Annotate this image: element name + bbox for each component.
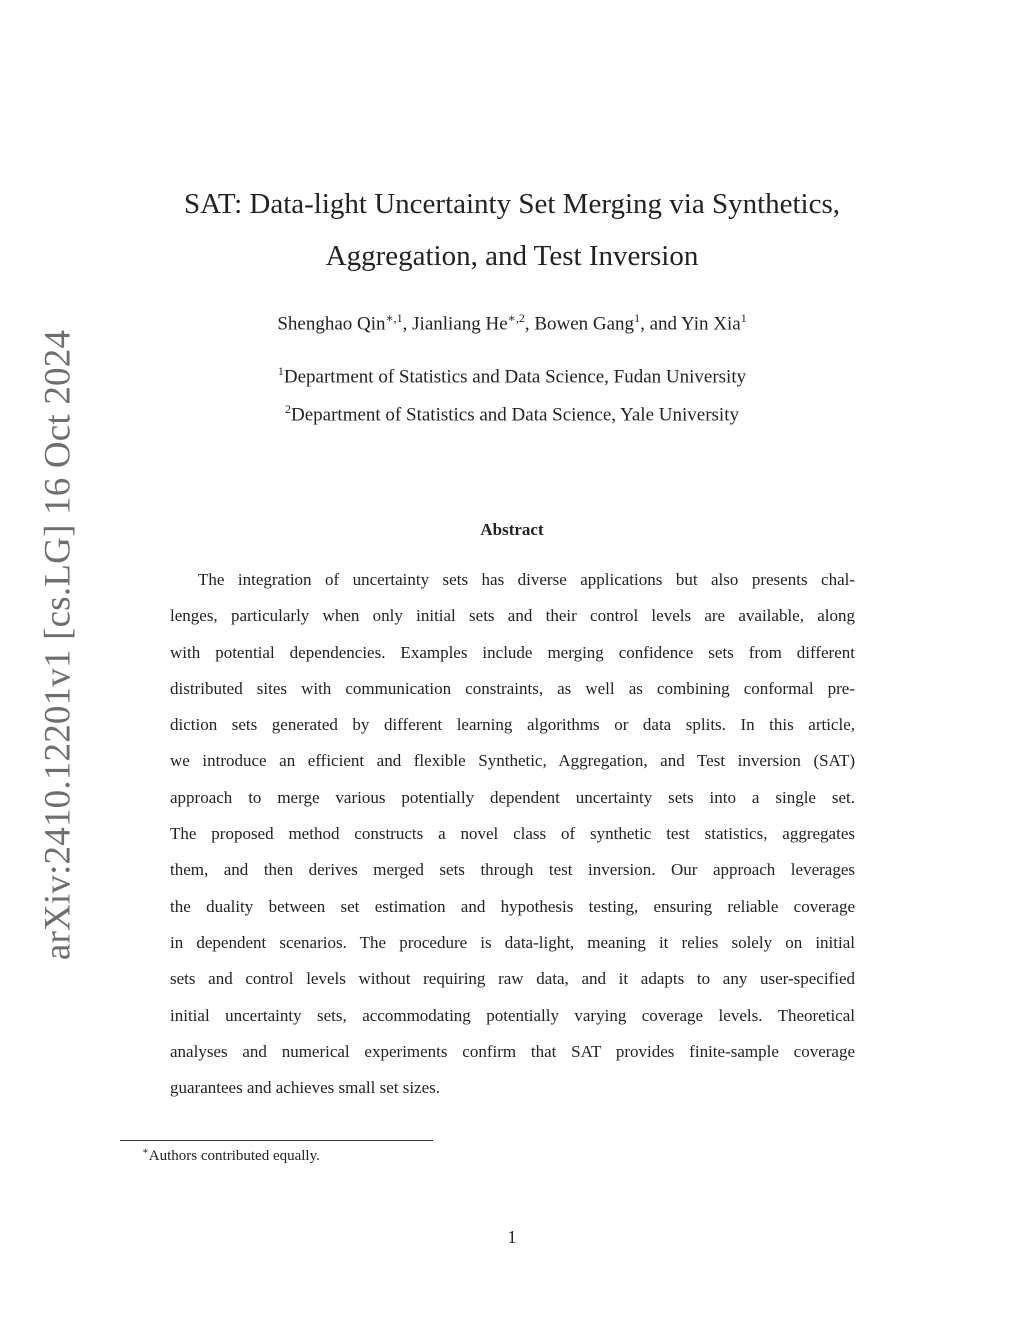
paper-title [140, 178, 884, 282]
affiliation [140, 355, 884, 393]
affiliation-mark: 1 [277, 364, 284, 378]
affiliation-text: Department of Statistics and Data Science, Fudan University [283, 366, 747, 388]
author-name: Yin Xia [681, 313, 741, 335]
affiliation-text: Department of Statistics and Data Science, Yale University [291, 404, 739, 426]
footnote-divider [120, 1140, 433, 1141]
affiliation-mark: 2 [285, 402, 291, 417]
abstract-body [170, 562, 855, 1106]
abstract-line: diction sets generated by different learning algorithms or data splits. In this article, [170, 715, 855, 735]
abstract-line: lenges, particularly when only initial sets and their control levels are available, along [170, 606, 855, 626]
footnote [142, 1146, 320, 1165]
abstract-line: initial uncertainty sets, accommodating potentially varying coverage levels. Theoretical [170, 1005, 855, 1025]
title-line-2: Aggregation, and Test Inversion [325, 240, 699, 272]
abstract-line: The integration of uncertainty sets has diverse applications but also presents chal- [198, 570, 855, 589]
title-line-1: SAT: Data-light Uncertainty Set Merging via Synthetics, [183, 188, 841, 220]
affiliation-list [140, 355, 884, 432]
abstract-line: with potential dependencies. Examples include merging confidence sets from different [170, 642, 855, 662]
abstract-line: The proposed method constructs a novel class of synthetic test statistics, aggregates [170, 824, 855, 844]
abstract-line: in dependent scenarios. The procedure is data-light, meaning it relies solely on initial [170, 932, 855, 952]
author-mark: ∗,2 [507, 311, 525, 325]
abstract-line: we introduce an efficient and flexible Synthetic, Aggregation, and Test inversion (SAT) [170, 751, 855, 771]
affiliation [140, 393, 884, 431]
abstract-line: the duality between set estimation and hypothesis testing, ensuring reliable coverage [170, 896, 855, 916]
arxiv-identifier-stamp: arXiv:2410.12201v1 [cs.LG] 16 Oct 2024 [37, 329, 79, 961]
page-number: 1 [507, 1227, 517, 1247]
author-name: Jianliang He [412, 313, 508, 335]
author-mark: ∗,1 [385, 311, 403, 325]
author-name: Bowen Gang [534, 313, 635, 335]
author-separator: , [402, 313, 413, 335]
footnote-mark: ∗ [142, 1146, 149, 1157]
abstract-line: distributed sites with communication constraints, as well as combining conformal pre- [170, 678, 855, 698]
author-name: Shenghao Qin [277, 313, 386, 335]
author-list [140, 304, 884, 338]
author-separator: , [524, 313, 535, 335]
abstract-heading: Abstract [480, 520, 544, 539]
abstract-line: analyses and numerical experiments confirm that SAT provides finite-sample coverage [170, 1041, 855, 1061]
abstract-line: approach to merge various potentially dependent uncertainty sets into a single set. [170, 787, 855, 807]
footnote-text: Authors contributed equally. [148, 1148, 320, 1164]
author-mark: 1 [740, 311, 747, 325]
abstract-line: them, and then derives merged sets through test inversion. Our approach leverages [170, 860, 855, 880]
author-mark: 1 [634, 311, 641, 325]
abstract-line: sets and control levels without requiring raw data, and it adapts to any user-specified [170, 969, 855, 989]
abstract-line: guarantees and achieves small set sizes. [170, 1078, 441, 1098]
author-separator: , and [640, 313, 682, 335]
